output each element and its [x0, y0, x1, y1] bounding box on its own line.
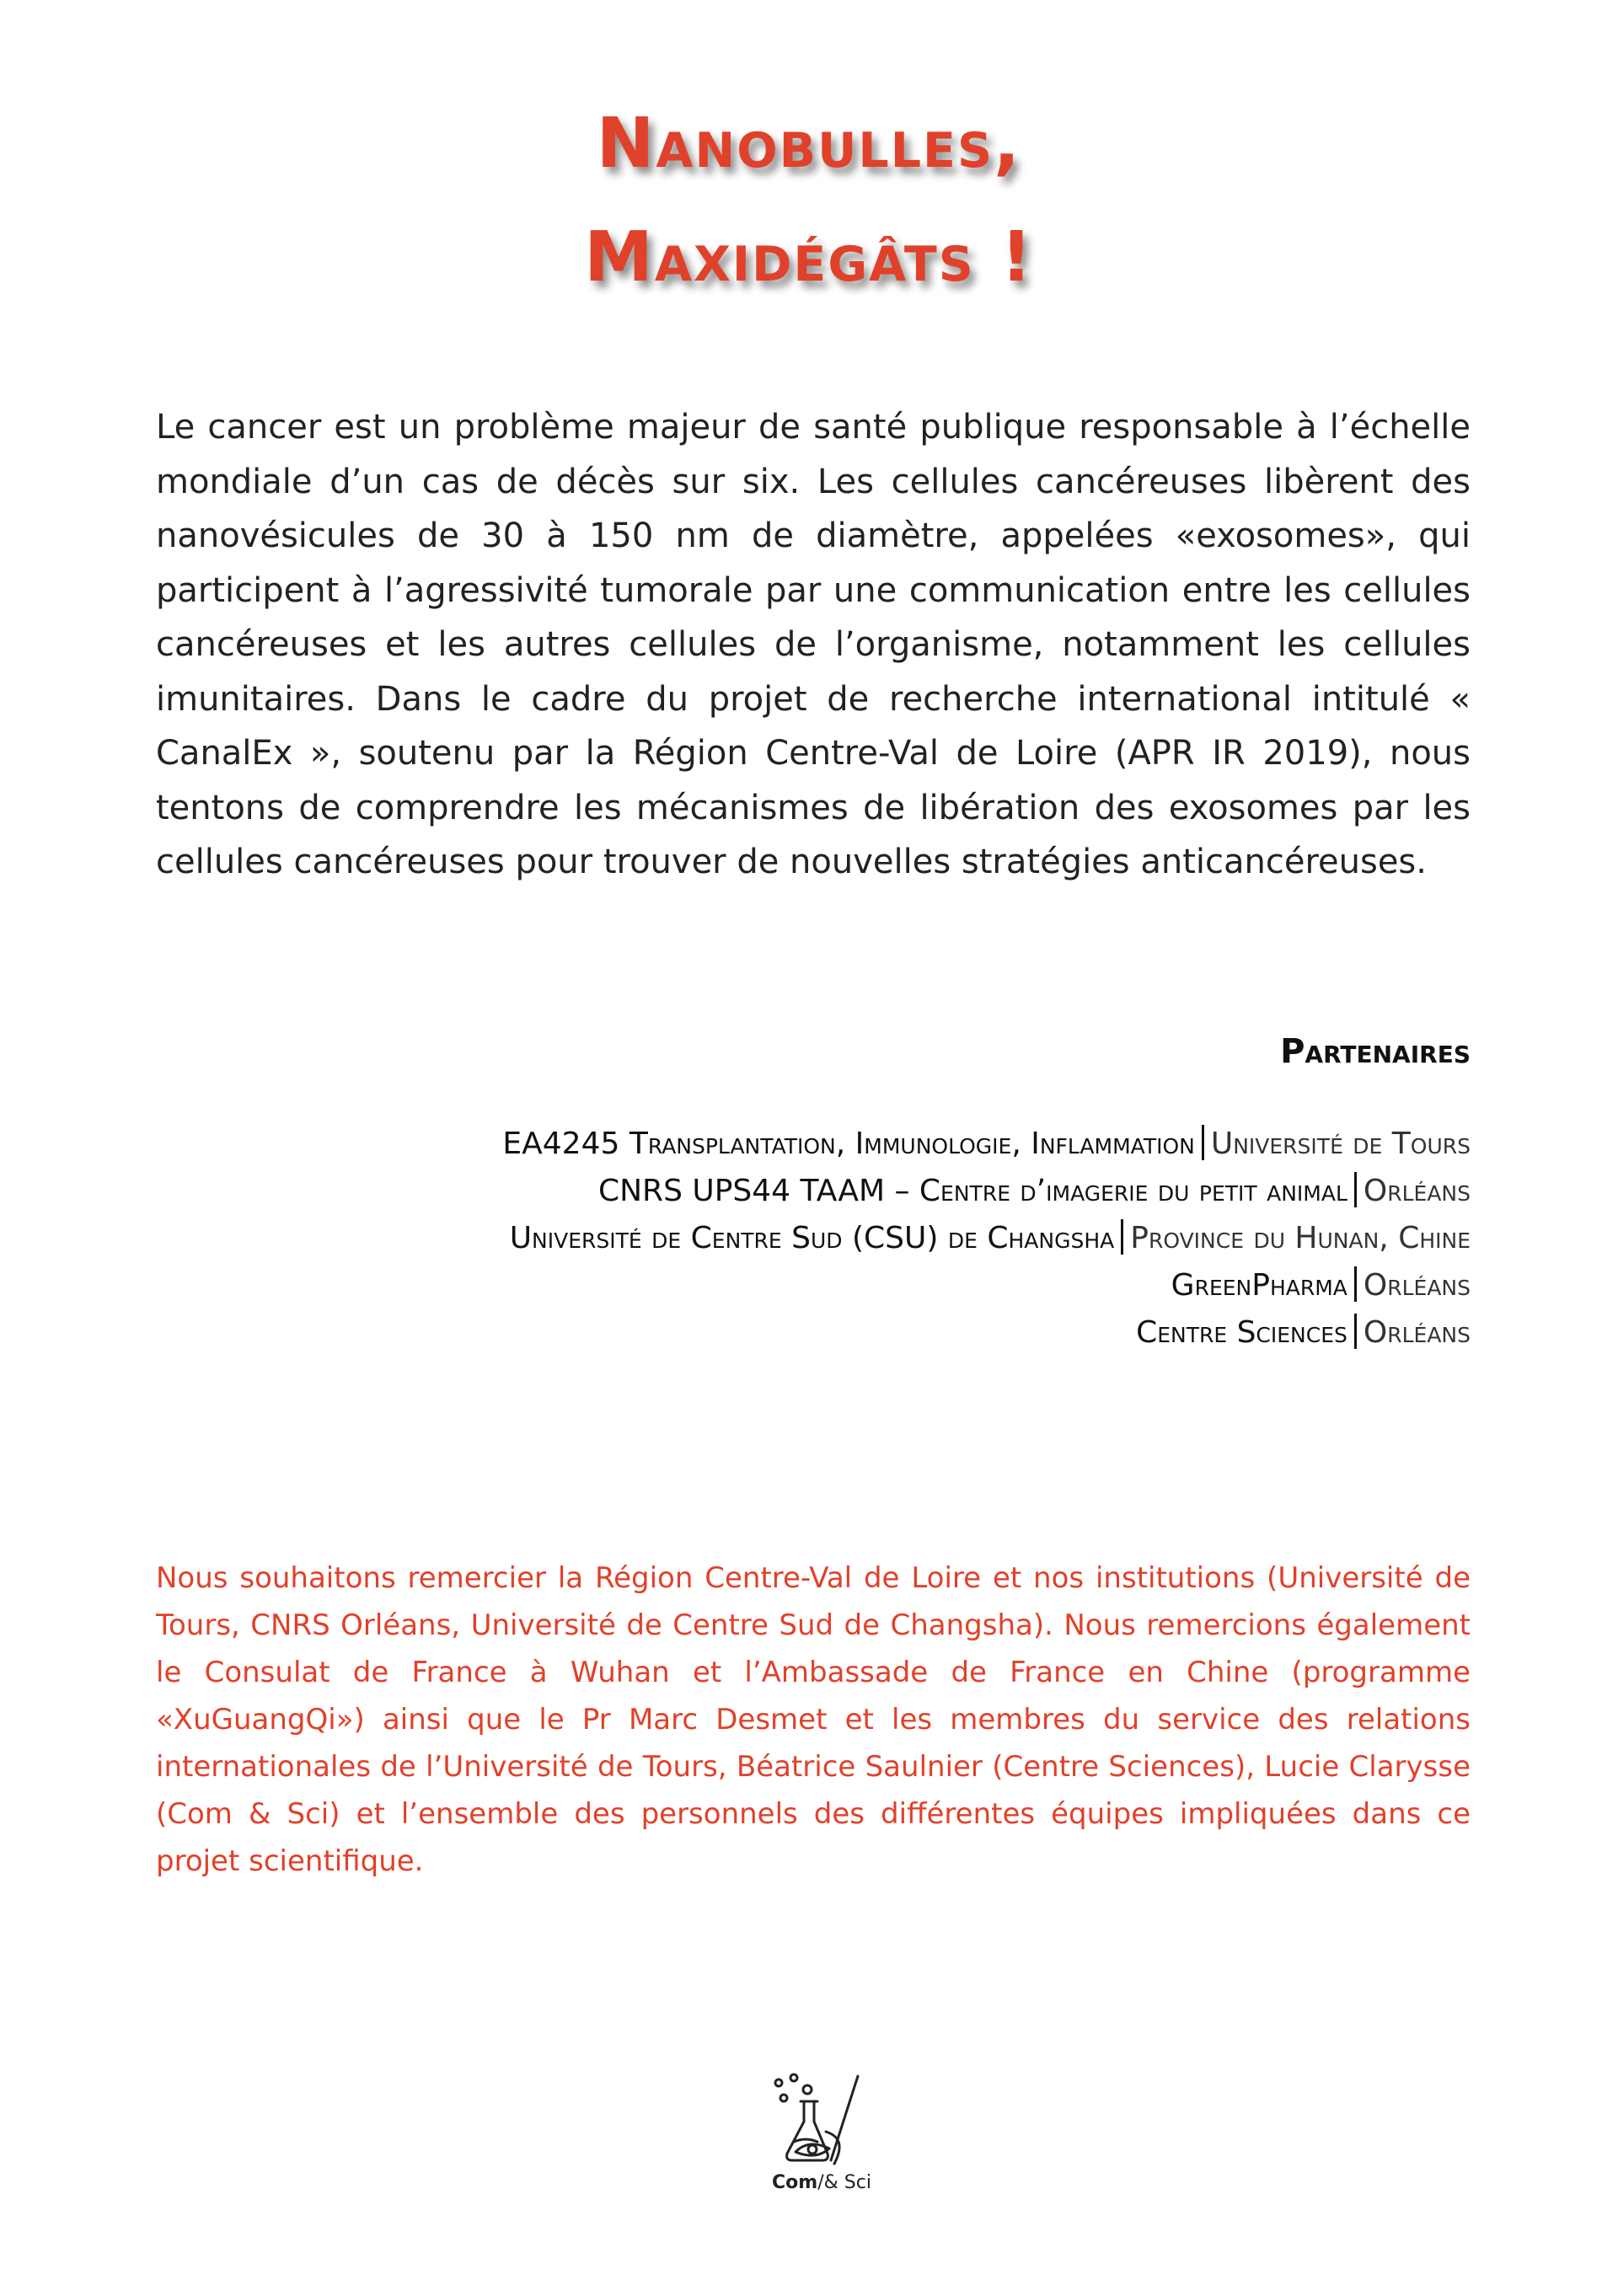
page-title-line-1: Nanobulles, — [596, 104, 1022, 184]
partner-item — [206, 1215, 1471, 1262]
separator — [1202, 1125, 1204, 1160]
separator — [1121, 1219, 1123, 1255]
partner-location: Orléans — [1363, 1268, 1471, 1303]
intro-paragraph: Le cancer est un problème majeur de santé publique responsable à l’échelle mondiale d’un cas de décès sur six. Les cellules cancéreuses libèrent des nanovésicules de 30 à 150 nm de diamètre, appelées «exosomes», qui participent à l’agressivité tumorale par une communication entre les cellules cancéreuses et les autres cellules de l’organisme, notamment les cellules imunitaires. Dans le cadre du projet de recherche international intitulé « CanalEx », soutenu par la Région Centre-Val de Loire (APR IR 2019), nous tentons de comprendre les mécanismes de libération des exosomes par les cellules cancéreuses pour trouver de nouvelles stratégies anticancéreuses. — [156, 408, 1471, 881]
partner-item — [206, 1168, 1471, 1215]
partner-name: CNRS UPS44 TAAM – Centre d’imagerie du petit animal — [597, 1174, 1347, 1208]
acknowledgements-paragraph: Nous souhaitons remercier la Région Centre-Val de Loire et nos institutions (Université de Tours, CNRS Orléans, Université de Centre Sud de Changsha). Nous remercions également le Consulat de France à Wuhan et l’Ambassade de France en Chine (programme «XuGuangQi») ainsi que le Pr Marc Desmet et les membres du service des relations internationales de l’Université de Tours, Béatrice Saulnier (Centre Sciences), Lucie Clarysse (Com & Sci) et l’ensemble des personnels des différentes équipes impliquées dans ce projet scientifique. — [156, 1561, 1471, 1878]
com-sci-logo — [767, 2073, 876, 2199]
partner-location: Université de Tours — [1210, 1127, 1471, 1161]
partner-location: Province du Hunan, Chine — [1130, 1221, 1471, 1255]
flask-eye-icon — [767, 2073, 876, 2172]
logo-text-sci: & Sci — [823, 2172, 871, 2193]
partner-item — [206, 1309, 1471, 1357]
partner-location: Orléans — [1363, 1174, 1471, 1208]
page-title-line-2: Maxidégâts ! — [584, 217, 1034, 297]
partner-location: Orléans — [1363, 1315, 1471, 1350]
partner-name: GreenPharma — [1171, 1268, 1347, 1303]
partners-heading: Partenaires — [1280, 1032, 1471, 1071]
partner-name: Centre Sciences — [1136, 1315, 1347, 1350]
separator — [1354, 1172, 1357, 1207]
logo-text-com: Com — [772, 2172, 818, 2193]
separator — [1354, 1314, 1357, 1349]
partner-name: EA4245 Transplantation, Immunologie, Inflammation — [502, 1127, 1195, 1161]
logo-text-slash: / — [817, 2172, 824, 2193]
partner-name: Université de Centre Sud (CSU) de Changsha — [509, 1221, 1115, 1255]
partner-item — [206, 1121, 1471, 1168]
logo-wordmark — [767, 2172, 876, 2193]
separator — [1354, 1266, 1357, 1302]
partner-item — [206, 1262, 1471, 1309]
partners-list — [206, 1121, 1471, 1357]
